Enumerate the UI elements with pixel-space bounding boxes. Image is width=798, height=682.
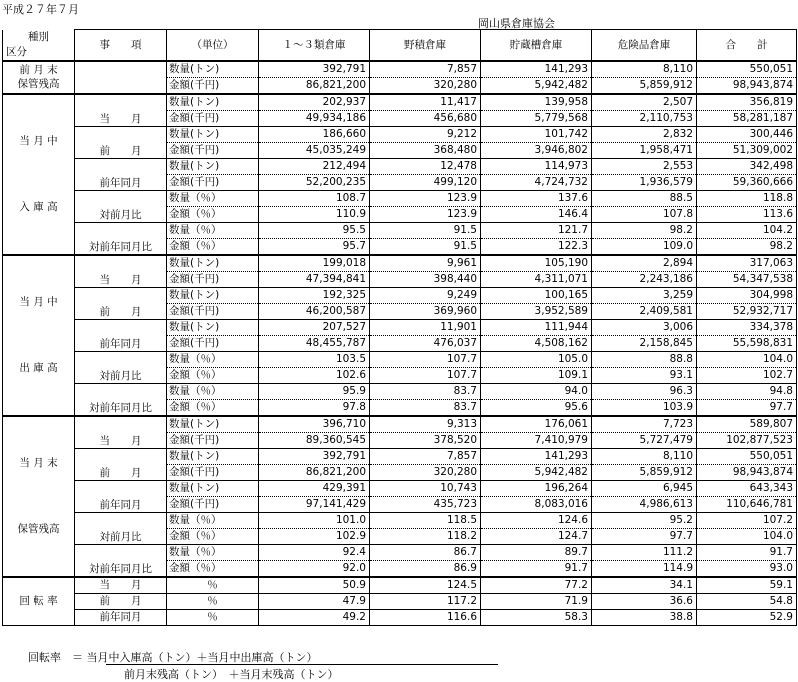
value-cell: 396,710 <box>259 416 370 433</box>
receipts-category <box>3 94 75 255</box>
value-cell: 45,035,249 <box>259 142 370 158</box>
value-cell: 102.7 <box>697 367 797 383</box>
unit-cell: 金額(千円) <box>167 142 259 158</box>
value-cell: 86.7 <box>370 544 481 560</box>
col-silo-header: 貯蔵槽倉庫 <box>481 30 592 61</box>
unit-cell: 金額(千円) <box>167 174 259 190</box>
formula-denominator: 前月末残高（トン） ＋当月末残高（トン） <box>124 668 339 681</box>
col-class123-header: １～３類倉庫 <box>259 30 370 61</box>
sub-label-mom: 対前月比 <box>75 351 167 383</box>
value-cell: 95.2 <box>592 512 697 528</box>
value-cell: 368,480 <box>370 142 481 158</box>
sub-label-mom: 対前月比 <box>75 512 167 544</box>
sub-label-yoy: 対前年同月比 <box>75 222 167 255</box>
end-balance-category-top: 当 月 末 <box>19 457 58 469</box>
sub-label-turn_cur: 当 月 <box>75 577 167 594</box>
value-cell: 58.3 <box>481 609 592 625</box>
value-cell: 103.9 <box>592 399 697 416</box>
value-cell: 9,313 <box>370 416 481 433</box>
end-balance-category-bottom: 保管残高 <box>17 523 60 535</box>
unit-cell: 金額（％） <box>167 206 259 222</box>
turnover-category: 回 転 率 <box>3 577 75 626</box>
sub-label-prev: 前 月 <box>75 448 167 480</box>
value-cell: 105,190 <box>481 255 592 272</box>
end-balance-row <box>3 480 797 496</box>
value-cell: 93.0 <box>697 560 797 577</box>
value-cell: 110.9 <box>259 206 370 222</box>
sub-label-turn_py: 前年同月 <box>75 609 167 625</box>
col-hazmat-header: 危険品倉庫 <box>592 30 697 61</box>
value-cell: 589,807 <box>697 416 797 433</box>
value-cell: 8,110 <box>592 61 697 78</box>
value-cell: 111.2 <box>592 544 697 560</box>
shipments-category-top: 当 月 中 <box>19 296 58 308</box>
prev-balance-category <box>3 61 75 94</box>
value-cell: 109.0 <box>592 238 697 255</box>
value-cell: 5,859,912 <box>592 464 697 480</box>
value-cell: 320,280 <box>370 77 481 94</box>
value-cell: 107.8 <box>592 206 697 222</box>
sub-label-py: 前年同月 <box>75 480 167 512</box>
value-cell: 429,391 <box>259 480 370 496</box>
value-cell: 550,051 <box>697 61 797 78</box>
value-cell: 334,378 <box>697 319 797 335</box>
sub-label-cur: 当 月 <box>75 255 167 288</box>
unit-cell: 金額(千円) <box>167 110 259 126</box>
value-cell: 317,063 <box>697 255 797 272</box>
value-cell: 91.5 <box>370 222 481 238</box>
value-cell: 95.7 <box>259 238 370 255</box>
end-balance-row <box>3 544 797 560</box>
unit-cell: 数量(トン) <box>167 61 259 78</box>
unit-cell: 金額(千円) <box>167 464 259 480</box>
value-cell: 2,409,581 <box>592 303 697 319</box>
formula-label: 回転率 ＝ <box>28 651 83 664</box>
value-cell: 89,360,545 <box>259 432 370 448</box>
value-cell: 114.9 <box>592 560 697 577</box>
kind-header: 種別 <box>3 30 75 45</box>
value-cell: 124.5 <box>370 577 481 594</box>
value-cell: 435,723 <box>370 496 481 512</box>
value-cell: 94.8 <box>697 383 797 399</box>
unit-cell: 数量(トン) <box>167 416 259 433</box>
receipts-row <box>3 94 797 111</box>
unit-cell: 数量（％） <box>167 512 259 528</box>
unit-cell: 金額(千円) <box>167 303 259 319</box>
value-cell: 104.0 <box>697 351 797 367</box>
value-cell: 3,952,589 <box>481 303 592 319</box>
value-cell: 5,942,482 <box>481 464 592 480</box>
value-cell: 47,394,841 <box>259 271 370 287</box>
value-cell: 5,859,912 <box>592 77 697 94</box>
value-cell: 2,553 <box>592 158 697 174</box>
value-cell: 54,347,538 <box>697 271 797 287</box>
value-cell: 118.2 <box>370 528 481 544</box>
unit-cell: 数量（％） <box>167 383 259 399</box>
sub-label-prev: 前 月 <box>75 287 167 319</box>
value-cell: 141,293 <box>481 448 592 464</box>
value-cell: 3,006 <box>592 319 697 335</box>
value-cell: 212,494 <box>259 158 370 174</box>
value-cell: 95.9 <box>259 383 370 399</box>
value-cell: 101.0 <box>259 512 370 528</box>
formula-numerator-text: 当月中入庫高（トン）＋当月中出庫高（トン） <box>86 651 318 664</box>
shipments-category-bottom: 出 庫 高 <box>19 362 58 374</box>
value-cell: 2,894 <box>592 255 697 272</box>
sub-label-cur: 当 月 <box>75 416 167 449</box>
value-cell: 46,200,587 <box>259 303 370 319</box>
end-balance-row <box>3 448 797 464</box>
value-cell: 77.2 <box>481 577 592 594</box>
value-cell: 3,259 <box>592 287 697 303</box>
value-cell: 48,455,787 <box>259 335 370 351</box>
value-cell: 8,083,016 <box>481 496 592 512</box>
unit-cell: 金額(千円) <box>167 335 259 351</box>
sub-label-cur: 当 月 <box>75 94 167 127</box>
value-cell: 300,446 <box>697 126 797 142</box>
shipments-row <box>3 319 797 335</box>
receipts-row <box>3 126 797 142</box>
shipments-row <box>3 255 797 272</box>
value-cell: 10,743 <box>370 480 481 496</box>
value-cell: 398,440 <box>370 271 481 287</box>
value-cell: 4,508,162 <box>481 335 592 351</box>
value-cell: 86,821,200 <box>259 77 370 94</box>
sub-label-empty <box>75 61 167 94</box>
value-cell: 117.2 <box>370 593 481 609</box>
value-cell: 88.5 <box>592 190 697 206</box>
value-cell: 86.9 <box>370 560 481 577</box>
value-cell: 7,857 <box>370 448 481 464</box>
value-cell: 107.2 <box>697 512 797 528</box>
value-cell: 7,857 <box>370 61 481 78</box>
value-cell: 91.7 <box>481 560 592 577</box>
unit-cell: 数量（％） <box>167 222 259 238</box>
value-cell: 59.1 <box>697 577 797 594</box>
sub-label-yoy: 対前年同月比 <box>75 383 167 416</box>
value-cell: 91.7 <box>697 544 797 560</box>
value-cell: 114,973 <box>481 158 592 174</box>
unit-cell: 金額(千円) <box>167 271 259 287</box>
value-cell: 109.1 <box>481 367 592 383</box>
receipts-row <box>3 222 797 238</box>
value-cell: 4,986,613 <box>592 496 697 512</box>
value-cell: 2,832 <box>592 126 697 142</box>
value-cell: 2,507 <box>592 94 697 111</box>
value-cell: 50.9 <box>259 577 370 594</box>
unit-cell: 数量(トン) <box>167 255 259 272</box>
value-cell: 7,410,979 <box>481 432 592 448</box>
value-cell: 34.1 <box>592 577 697 594</box>
value-cell: 176,061 <box>481 416 592 433</box>
value-cell: 104.2 <box>697 222 797 238</box>
value-cell: 11,417 <box>370 94 481 111</box>
value-cell: 121.7 <box>481 222 592 238</box>
value-cell: 97,141,429 <box>259 496 370 512</box>
sub-label-prev: 前 月 <box>75 126 167 158</box>
value-cell: 5,779,568 <box>481 110 592 126</box>
value-cell: 98,943,874 <box>697 77 797 94</box>
association-name: 岡山県倉庫協会 <box>478 17 555 30</box>
unit-cell: 金額(千円) <box>167 496 259 512</box>
value-cell: 101,742 <box>481 126 592 142</box>
value-cell: 105.0 <box>481 351 592 367</box>
value-cell: 499,120 <box>370 174 481 190</box>
value-cell: 123.9 <box>370 190 481 206</box>
turnover-row <box>3 577 797 594</box>
prev-balance-bottom: 保管残高 <box>17 78 60 90</box>
value-cell: 8,110 <box>592 448 697 464</box>
value-cell: 9,249 <box>370 287 481 303</box>
value-cell: 1,936,579 <box>592 174 697 190</box>
value-cell: 11,901 <box>370 319 481 335</box>
value-cell: 88.8 <box>592 351 697 367</box>
shipments-row <box>3 351 797 367</box>
warehouse-statistics-table <box>2 29 797 626</box>
value-cell: 52.9 <box>697 609 797 625</box>
shipments-category <box>3 255 75 416</box>
value-cell: 108.7 <box>259 190 370 206</box>
value-cell: 52,200,235 <box>259 174 370 190</box>
value-cell: 47.9 <box>259 593 370 609</box>
unit-cell: 数量(トン) <box>167 287 259 303</box>
value-cell: 102,877,523 <box>697 432 797 448</box>
unit-cell: 数量（％） <box>167 351 259 367</box>
value-cell: 356,819 <box>697 94 797 111</box>
sub-label-py: 前年同月 <box>75 158 167 190</box>
unit-cell: 数量（％） <box>167 544 259 560</box>
value-cell: 2,243,186 <box>592 271 697 287</box>
turnover-row <box>3 593 797 609</box>
unit-cell: 数量(トン) <box>167 319 259 335</box>
unit-cell: 金額（％） <box>167 238 259 255</box>
value-cell: 83.7 <box>370 383 481 399</box>
unit-header: （単位） <box>167 30 259 61</box>
receipts-category-bottom: 入 庫 高 <box>19 201 58 213</box>
value-cell: 97.8 <box>259 399 370 416</box>
value-cell: 52,932,717 <box>697 303 797 319</box>
value-cell: 1,958,471 <box>592 142 697 158</box>
value-cell: 196,264 <box>481 480 592 496</box>
receipts-row <box>3 190 797 206</box>
end-balance-row <box>3 416 797 433</box>
shipments-row <box>3 287 797 303</box>
unit-cell: 数量(トン) <box>167 480 259 496</box>
value-cell: 7,723 <box>592 416 697 433</box>
value-cell: 118.8 <box>697 190 797 206</box>
value-cell: 192,325 <box>259 287 370 303</box>
value-cell: 111,944 <box>481 319 592 335</box>
value-cell: 5,942,482 <box>481 77 592 94</box>
value-cell: 369,960 <box>370 303 481 319</box>
value-cell: 95.5 <box>259 222 370 238</box>
prev-balance-top: 前 月 末 <box>19 64 58 76</box>
value-cell: 5,727,479 <box>592 432 697 448</box>
unit-cell: ％ <box>167 577 259 594</box>
value-cell: 124.7 <box>481 528 592 544</box>
unit-cell: 金額(千円) <box>167 432 259 448</box>
unit-cell: 金額（％） <box>167 560 259 577</box>
value-cell: 2,158,845 <box>592 335 697 351</box>
end-balance-row <box>3 512 797 528</box>
value-cell: 96.3 <box>592 383 697 399</box>
item-header: 事 項 <box>75 30 167 61</box>
value-cell: 320,280 <box>370 464 481 480</box>
header-row-top <box>3 30 797 45</box>
value-cell: 116.6 <box>370 609 481 625</box>
value-cell: 49.2 <box>259 609 370 625</box>
unit-cell: ％ <box>167 593 259 609</box>
formula-fraction-line <box>106 664 498 665</box>
value-cell: 456,680 <box>370 110 481 126</box>
end-balance-category <box>3 416 75 577</box>
value-cell: 89.7 <box>481 544 592 560</box>
value-cell: 98.2 <box>697 238 797 255</box>
value-cell: 86,821,200 <box>259 464 370 480</box>
unit-cell: 数量(トン) <box>167 158 259 174</box>
value-cell: 102.6 <box>259 367 370 383</box>
value-cell: 55,598,831 <box>697 335 797 351</box>
value-cell: 199,018 <box>259 255 370 272</box>
value-cell: 12,478 <box>370 158 481 174</box>
value-cell: 92.0 <box>259 560 370 577</box>
division-header: 区分 <box>3 45 75 61</box>
formula-numerator <box>28 649 318 665</box>
value-cell: 392,791 <box>259 448 370 464</box>
value-cell: 146.4 <box>481 206 592 222</box>
value-cell: 4,724,732 <box>481 174 592 190</box>
value-cell: 59,360,666 <box>697 174 797 190</box>
unit-cell: 数量(トン) <box>167 94 259 111</box>
shipments-row <box>3 383 797 399</box>
receipts-category-top: 当 月 中 <box>19 135 58 147</box>
col-total-header: 合 計 <box>697 30 797 61</box>
value-cell: 118.5 <box>370 512 481 528</box>
value-cell: 36.6 <box>592 593 697 609</box>
value-cell: 9,961 <box>370 255 481 272</box>
value-cell: 98,943,874 <box>697 464 797 480</box>
value-cell: 103.5 <box>259 351 370 367</box>
turnover-row <box>3 609 797 625</box>
value-cell: 91.5 <box>370 238 481 255</box>
col-open-header: 野積倉庫 <box>370 30 481 61</box>
value-cell: 107.7 <box>370 351 481 367</box>
value-cell: 54.8 <box>697 593 797 609</box>
value-cell: 137.6 <box>481 190 592 206</box>
value-cell: 186,660 <box>259 126 370 142</box>
value-cell: 83.7 <box>370 399 481 416</box>
value-cell: 124.6 <box>481 512 592 528</box>
value-cell: 476,037 <box>370 335 481 351</box>
value-cell: 110,646,781 <box>697 496 797 512</box>
value-cell: 139,958 <box>481 94 592 111</box>
value-cell: 98.2 <box>592 222 697 238</box>
unit-cell: 金額（％） <box>167 399 259 416</box>
value-cell: 342,498 <box>697 158 797 174</box>
value-cell: 107.7 <box>370 367 481 383</box>
value-cell: 97.7 <box>697 399 797 416</box>
unit-cell: ％ <box>167 609 259 625</box>
value-cell: 378,520 <box>370 432 481 448</box>
value-cell: 4,311,071 <box>481 271 592 287</box>
value-cell: 6,945 <box>592 480 697 496</box>
prev-balance-row <box>3 61 797 78</box>
value-cell: 3,946,802 <box>481 142 592 158</box>
value-cell: 49,934,186 <box>259 110 370 126</box>
value-cell: 392,791 <box>259 61 370 78</box>
receipts-row <box>3 158 797 174</box>
value-cell: 9,212 <box>370 126 481 142</box>
value-cell: 51,309,002 <box>697 142 797 158</box>
value-cell: 100,165 <box>481 287 592 303</box>
unit-cell: 金額（％） <box>167 528 259 544</box>
value-cell: 94.0 <box>481 383 592 399</box>
value-cell: 123.9 <box>370 206 481 222</box>
value-cell: 113.6 <box>697 206 797 222</box>
value-cell: 102.9 <box>259 528 370 544</box>
value-cell: 92.4 <box>259 544 370 560</box>
value-cell: 202,937 <box>259 94 370 111</box>
sub-label-yoy: 対前年同月比 <box>75 544 167 577</box>
value-cell: 2,110,753 <box>592 110 697 126</box>
value-cell: 104.0 <box>697 528 797 544</box>
value-cell: 643,343 <box>697 480 797 496</box>
value-cell: 58,281,187 <box>697 110 797 126</box>
unit-cell: 数量（％） <box>167 190 259 206</box>
value-cell: 93.1 <box>592 367 697 383</box>
sub-label-mom: 対前月比 <box>75 190 167 222</box>
value-cell: 304,998 <box>697 287 797 303</box>
unit-cell: 数量(トン) <box>167 126 259 142</box>
value-cell: 95.6 <box>481 399 592 416</box>
value-cell: 550,051 <box>697 448 797 464</box>
sub-label-py: 前年同月 <box>75 319 167 351</box>
report-period: 平成２７年７月 <box>2 3 79 16</box>
value-cell: 122.3 <box>481 238 592 255</box>
unit-cell: 金額(千円) <box>167 77 259 94</box>
value-cell: 38.8 <box>592 609 697 625</box>
value-cell: 141,293 <box>481 61 592 78</box>
value-cell: 71.9 <box>481 593 592 609</box>
value-cell: 207,527 <box>259 319 370 335</box>
value-cell: 97.7 <box>592 528 697 544</box>
unit-cell: 金額（％） <box>167 367 259 383</box>
unit-cell: 数量(トン) <box>167 448 259 464</box>
sub-label-turn_prev: 前 月 <box>75 593 167 609</box>
